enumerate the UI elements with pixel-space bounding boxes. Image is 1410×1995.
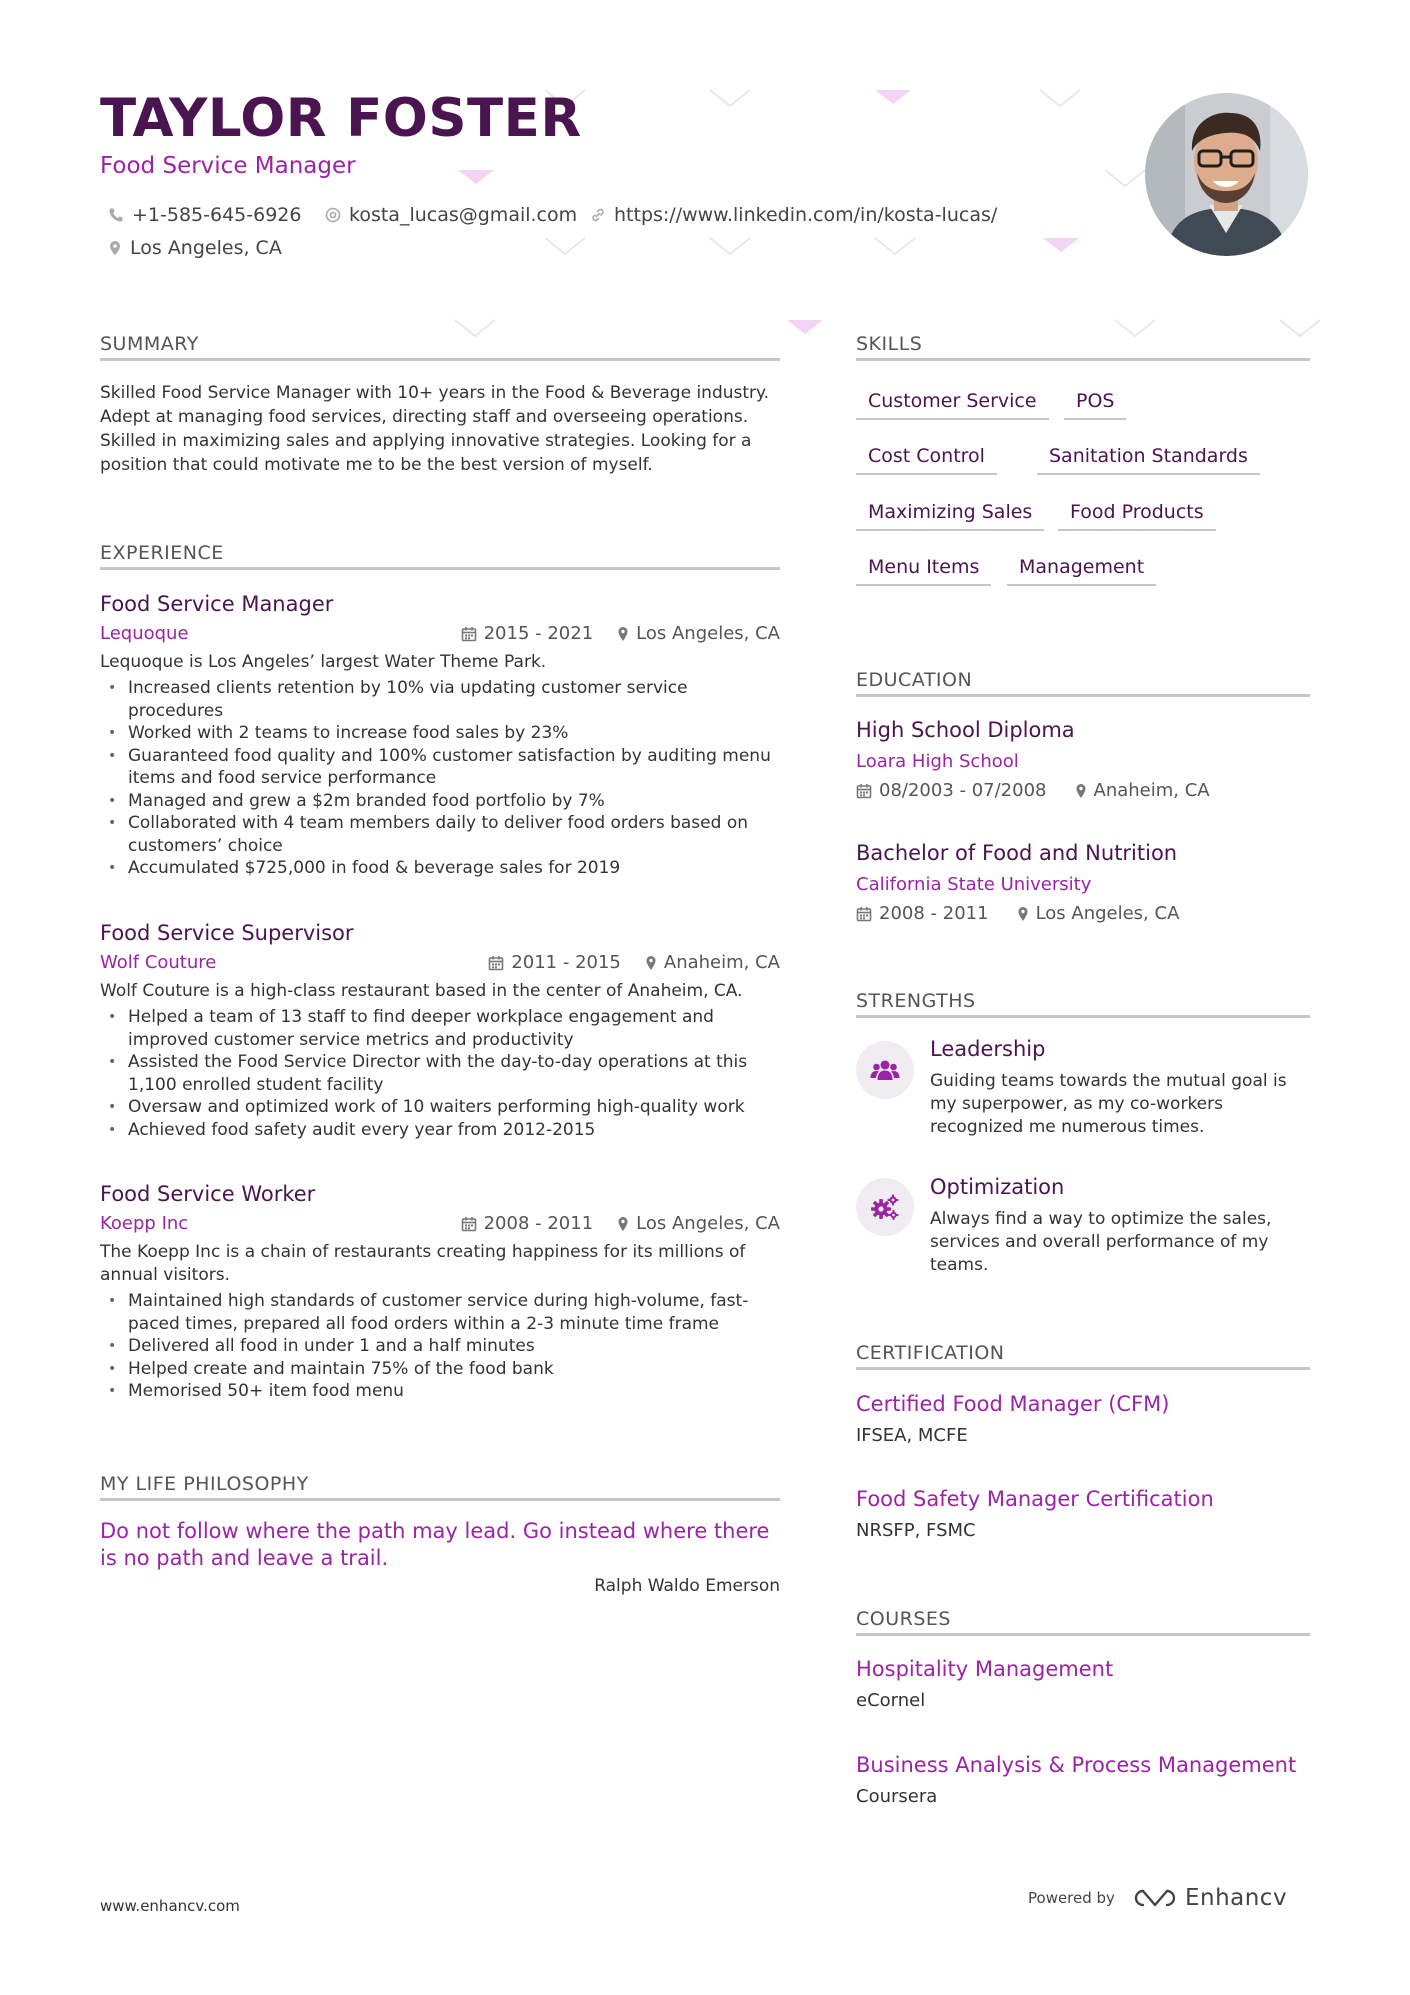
location-pin-icon bbox=[617, 1216, 629, 1232]
job-title: Food Service Supervisor bbox=[100, 921, 354, 945]
education-degree: High School Diploma bbox=[856, 718, 1075, 742]
brand-logo bbox=[1129, 1885, 1287, 1911]
skills-title: SKILLS bbox=[856, 333, 923, 355]
skill-tag: Food Products bbox=[1058, 501, 1216, 531]
education-title: EDUCATION bbox=[856, 669, 973, 691]
strength-description: Always find a way to optimize the sales, services and overall performance of my teams. bbox=[930, 1209, 1272, 1275]
bullet-item: • Memorised 50+ item food menu bbox=[100, 1380, 780, 1403]
job-location bbox=[617, 619, 780, 649]
education-dates-text: 2008 - 2011 bbox=[879, 903, 989, 924]
skill-tag: Cost Control bbox=[856, 445, 997, 475]
job-meta bbox=[100, 619, 780, 649]
calendar-icon bbox=[856, 906, 872, 922]
job-dates bbox=[461, 1209, 594, 1239]
bullet-item: • Assisted the Food Service Director with the day-to-day operations at this 1,100 enrolled student facility bbox=[100, 1051, 780, 1096]
education-dates bbox=[856, 780, 1047, 801]
education-location bbox=[1017, 903, 1180, 924]
contact-email[interactable] bbox=[325, 204, 577, 226]
certification-title: CERTIFICATION bbox=[856, 1342, 1005, 1364]
bullet-item: • Guaranteed food quality and 100% customer satisfaction by auditing menu items and food service performance bbox=[100, 745, 780, 790]
job-bullets bbox=[100, 1290, 780, 1403]
education-degree: Bachelor of Food and Nutrition bbox=[856, 841, 1178, 865]
candidate-name: TAYLOR FOSTER bbox=[100, 88, 582, 149]
email-text: kosta_lucas@gmail.com bbox=[349, 204, 578, 226]
job-location-text: Los Angeles, CA bbox=[636, 1213, 780, 1234]
skill-tag: Menu Items bbox=[856, 556, 991, 586]
course-name: Hospitality Management bbox=[856, 1657, 1114, 1681]
users-icon bbox=[870, 1058, 900, 1082]
bullet-item: • Collaborated with 4 team members daily to deliver food orders based on customers’ choice bbox=[100, 812, 780, 857]
brand-name: Enhancv bbox=[1184, 1885, 1288, 1911]
job-meta bbox=[100, 948, 780, 978]
calendar-icon bbox=[856, 783, 872, 799]
location-text: Los Angeles, CA bbox=[130, 237, 282, 259]
bullet-item: • Managed and grew a $2m branded food portfolio by 7% bbox=[100, 790, 780, 813]
job-entry bbox=[100, 589, 780, 880]
course-provider: eCornel bbox=[856, 1690, 926, 1711]
course-provider: Coursera bbox=[856, 1786, 938, 1807]
bullet-item: • Accumulated $725,000 in food & beverage sales for 2019 bbox=[100, 857, 780, 880]
job-location-text: Anaheim, CA bbox=[663, 952, 780, 973]
job-dates bbox=[461, 619, 594, 649]
job-description: Lequoque is Los Angeles’ largest Water Theme Park. bbox=[100, 652, 547, 672]
skill-tag: Maximizing Sales bbox=[856, 501, 1044, 531]
education-meta bbox=[856, 903, 1179, 924]
courses-title: COURSES bbox=[856, 1608, 951, 1630]
certification-divider bbox=[856, 1367, 1310, 1370]
skill-tag: Sanitation Standards bbox=[1037, 445, 1260, 475]
bullet-item: • Oversaw and optimized work of 10 waiters performing high-quality work bbox=[100, 1096, 780, 1119]
education-divider bbox=[856, 694, 1310, 697]
skill-tag: Management bbox=[1007, 556, 1156, 586]
bullet-item: • Worked with 2 teams to increase food sales by 23% bbox=[100, 722, 780, 745]
job-entry bbox=[100, 1179, 780, 1403]
education-dates bbox=[856, 903, 989, 924]
bullet-item: • Helped create and maintain 75% of the food bank bbox=[100, 1358, 780, 1381]
skill-tag: Customer Service bbox=[856, 390, 1049, 420]
skills-divider bbox=[856, 358, 1310, 361]
bullet-item: • Delivered all food in under 1 and a half minutes bbox=[100, 1335, 780, 1358]
certification-issuer: NRSFP, FSMC bbox=[856, 1520, 976, 1541]
contact-location bbox=[108, 237, 282, 259]
avatar-photo bbox=[1145, 93, 1308, 256]
contact-linkedin[interactable] bbox=[590, 204, 997, 226]
job-location bbox=[645, 948, 780, 978]
courses-divider bbox=[856, 1633, 1310, 1636]
summary-divider bbox=[100, 358, 780, 361]
job-dates bbox=[488, 948, 621, 978]
job-description: The Koepp Inc is a chain of restaurants creating happiness for its millions of annual visitors. bbox=[100, 1242, 746, 1285]
footer-website[interactable]: www.enhancv.com bbox=[100, 1897, 240, 1915]
bullet-item: • Increased clients retention by 10% via updating customer service procedures bbox=[100, 677, 780, 722]
education-dates-text: 08/2003 - 07/2008 bbox=[879, 780, 1047, 801]
bullet-item: • Helped a team of 13 staff to find deeper workplace engagement and improved customer service metrics and productivity bbox=[100, 1006, 780, 1051]
job-dates-text: 2011 - 2015 bbox=[511, 952, 621, 973]
education-meta bbox=[856, 780, 1210, 801]
job-bullets bbox=[100, 677, 780, 880]
philosophy-quote: Do not follow where the path may lead. Go instead where there is no path and leave a trail. bbox=[100, 1519, 770, 1570]
phone-icon bbox=[108, 207, 124, 223]
education-location bbox=[1075, 780, 1210, 801]
contact-phone[interactable] bbox=[108, 204, 301, 226]
job-entry bbox=[100, 918, 780, 1141]
strengths-title: STRENGTHS bbox=[856, 990, 976, 1012]
location-pin-icon bbox=[617, 626, 629, 642]
avatar bbox=[1145, 93, 1308, 256]
strength-description: Guiding teams towards the mutual goal is my superpower, as my co-workers recognized me numerous times. bbox=[930, 1071, 1287, 1137]
strength-icon-badge bbox=[856, 1041, 914, 1099]
candidate-role: Food Service Manager bbox=[100, 153, 356, 179]
strength-title: Leadership bbox=[930, 1037, 1046, 1061]
link-icon bbox=[590, 207, 606, 223]
quote-author: Ralph Waldo Emerson bbox=[594, 1576, 780, 1596]
strength-title: Optimization bbox=[930, 1175, 1065, 1199]
job-dates-text: 2015 - 2021 bbox=[483, 623, 594, 644]
at-icon bbox=[325, 207, 341, 223]
job-location bbox=[617, 1209, 780, 1239]
location-pin-icon bbox=[108, 240, 122, 256]
philosophy-divider bbox=[100, 1498, 780, 1501]
calendar-icon bbox=[461, 1216, 477, 1232]
location-pin-icon bbox=[1075, 783, 1087, 799]
certification-issuer: IFSEA, MCFE bbox=[856, 1425, 968, 1446]
education-location-text: Los Angeles, CA bbox=[1035, 903, 1180, 924]
job-location-text: Los Angeles, CA bbox=[636, 623, 780, 644]
job-title: Food Service Manager bbox=[100, 592, 334, 616]
experience-title: EXPERIENCE bbox=[100, 542, 224, 564]
certification-name: Food Safety Manager Certification bbox=[856, 1487, 1214, 1511]
calendar-icon bbox=[488, 955, 504, 971]
bullet-item: • Maintained high standards of customer service during high-volume, fast-paced times, prepared all food orders within a 2-3 minute time frame bbox=[100, 1290, 780, 1335]
education-school[interactable]: Loara High School bbox=[856, 751, 1019, 772]
strengths-divider bbox=[856, 1015, 1310, 1018]
powered-by-label: Powered by bbox=[1028, 1889, 1115, 1907]
course-name: Business Analysis & Process Management bbox=[856, 1753, 1297, 1777]
location-pin-icon bbox=[1017, 906, 1029, 922]
phone-text: +1-585-645-6926 bbox=[132, 204, 302, 226]
calendar-icon bbox=[461, 626, 477, 642]
education-location-text: Anaheim, CA bbox=[1093, 780, 1210, 801]
job-company[interactable]: Lequoque bbox=[100, 623, 189, 644]
location-pin-icon bbox=[645, 955, 657, 971]
strength-icon-badge bbox=[856, 1178, 914, 1236]
job-meta bbox=[100, 1209, 780, 1239]
gears-icon bbox=[870, 1193, 900, 1221]
job-dates-text: 2008 - 2011 bbox=[483, 1213, 594, 1234]
job-title: Food Service Worker bbox=[100, 1182, 316, 1206]
job-bullets bbox=[100, 1006, 780, 1141]
linkedin-text: https://www.linkedin.com/in/kosta-lucas/ bbox=[614, 204, 998, 226]
enhancv-logo-icon bbox=[1129, 1886, 1175, 1910]
job-description: Wolf Couture is a high-class restaurant based in the center of Anaheim, CA. bbox=[100, 981, 743, 1001]
skill-tag: POS bbox=[1064, 390, 1126, 420]
philosophy-title: MY LIFE PHILOSOPHY bbox=[100, 1473, 309, 1495]
summary-text: Skilled Food Service Manager with 10+ years in the Food & Beverage industry. Adept at managing food services, directing staff and overseeing operations. Skilled in maximizing sales and applying innovative strategies. Looking for a position that could motivate me to be the best version of myself. bbox=[100, 383, 770, 475]
education-school[interactable]: California State University bbox=[856, 874, 1092, 895]
job-company[interactable]: Wolf Couture bbox=[100, 952, 217, 973]
bullet-item: • Achieved food safety audit every year from 2012-2015 bbox=[100, 1119, 780, 1142]
certification-name: Certified Food Manager (CFM) bbox=[856, 1392, 1170, 1416]
experience-divider bbox=[100, 567, 780, 570]
job-company[interactable]: Koepp Inc bbox=[100, 1213, 189, 1234]
footer-branding[interactable] bbox=[1028, 1885, 1287, 1911]
summary-title: SUMMARY bbox=[100, 333, 199, 355]
